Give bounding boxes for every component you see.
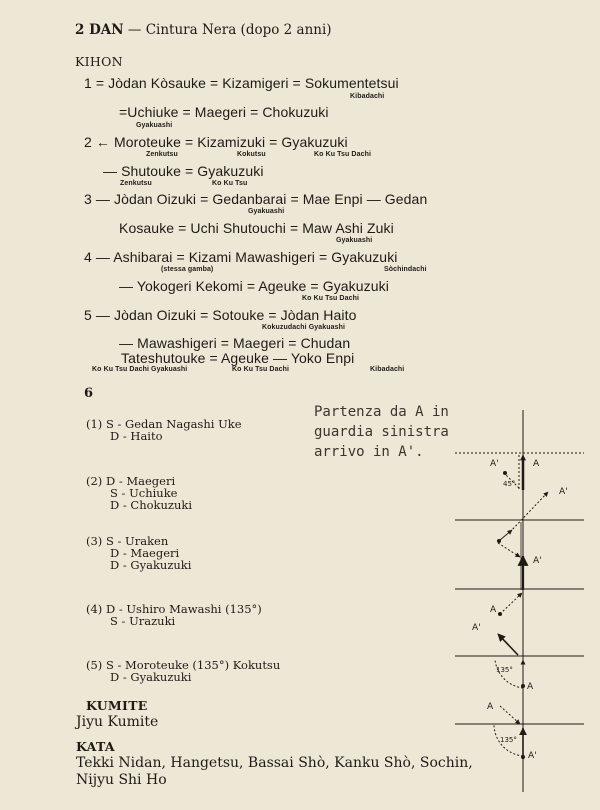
diagram-label: 135° [500,736,517,744]
exercise-line: D - Haito [110,429,163,443]
exercise-line: D - Gyakuzuki [110,558,192,572]
note-line: guardia sinistra [314,424,449,440]
kata-line: Tekki Nidan, Hangetsu, Bassai Shò, Kanku Shò, Sochin, [76,755,473,771]
diagram-label: A' [559,487,568,497]
stance-label: Ko Ku Tsu [212,180,248,187]
stance-label: (stessa gamba) [161,266,214,273]
note-line: Partenza da A in [314,404,449,420]
exercise-line: (3) S - Uraken [86,534,169,548]
stance-label: Ko Ku Tsu Dachi [314,151,371,158]
kihon-line: =Uchiuke = Maegeri = Chokuzuki [119,104,329,120]
kihon-line: Kosauke = Uchi Shutouchi = Maw Ashi Zuki [119,220,394,236]
exercise-line: D - Chokuzuki [110,498,193,512]
exercise-line: S - Urazuki [110,614,176,628]
kihon-line: 1 = Jòdan Kòsauke = Kizamigeri = Sokumentetsui [84,75,399,91]
kihon-line: 5 — Jòdan Oizuki = Sotouke = Jòdan Haito [84,307,357,323]
diagram-label: A [527,682,534,692]
diagram-label: 135° [496,666,513,674]
note-line: arrivo in A'. [314,444,424,460]
diagram-label: A [487,702,494,712]
exercise-line: S - Uchiuke [110,486,178,500]
exercise-line: (4) D - Ushiro Mawashi (135°) [86,602,262,616]
diagram-label: A' [533,556,542,566]
section-6-heading: 6 [84,386,94,401]
diagram-label: A' [490,459,499,469]
stance-label: Sòchindachi [384,266,427,273]
stance-label: Gyakuashi [336,237,373,244]
exercise-line: (1) S - Gedan Nagashi Uke [86,417,242,431]
kumite-heading: KUMITE [86,698,148,713]
stance-label: Kokutsu [237,151,266,158]
kihon-line: — Mawashigeri = Maegeri = Chudan [119,335,351,351]
diagram-label: A [533,459,540,469]
diagram-label: A [490,605,497,615]
diagram-label: A' [528,751,537,761]
kumite-text: Jiyu Kumite [76,714,159,730]
kihon-heading: KIHON [75,54,123,69]
stance-label: Ko Ku Tsu Dachi [232,366,289,373]
exercise-line: D - Maegeri [110,546,180,560]
kihon-line: 4 — Ashibarai = Kizami Mawashigeri = Gyakuzuki [84,249,398,265]
title-rest: — Cintura Nera (dopo 2 anni) [123,22,332,38]
kata-line: Nijyu Shi Ho [76,772,167,788]
stance-label: Kibadachi [370,366,405,373]
stance-label: Zenkutsu [146,151,178,158]
kihon-line: Tateshutouke = Ageuke — Yoko Enpi [121,350,355,366]
dan-level: 2 DAN [75,22,124,38]
stance-label: Ko Ku Tsu Dachi [302,295,359,302]
diagram-label: A' [472,623,481,633]
exercise-line: (5) S - Moroteuke (135°) Kokutsu [86,658,281,672]
stance-label: Kibadachi [350,93,385,100]
stance-label: Ko Ku Tsu Dachi Gyakuashi [92,366,188,373]
kihon-line: — Shutouke = Gyakuzuki [103,163,264,179]
stance-label: Gyakuashi [248,208,285,215]
kihon-line: 3 — Jòdan Oizuki = Gedanbarai = Mae Enpi — Gedan [84,191,428,207]
stance-label: Kokuzudachi Gyakuashi [262,324,346,331]
stance-label: Zenkutsu [120,180,152,187]
kata-heading: KATA [76,739,115,754]
exercise-line: D - Gyakuzuki [110,670,192,684]
diagram-label: 45° [503,480,516,488]
stance-label: Gyakuashi [136,122,173,129]
exercise-line: (2) D - Maegeri [86,474,176,488]
kihon-line: 2 ← Moroteuke = Kizamizuki = Gyakuzuki [84,134,348,150]
kihon-line: — Yokogeri Kekomi = Ageuke = Gyakuzuki [119,278,389,294]
